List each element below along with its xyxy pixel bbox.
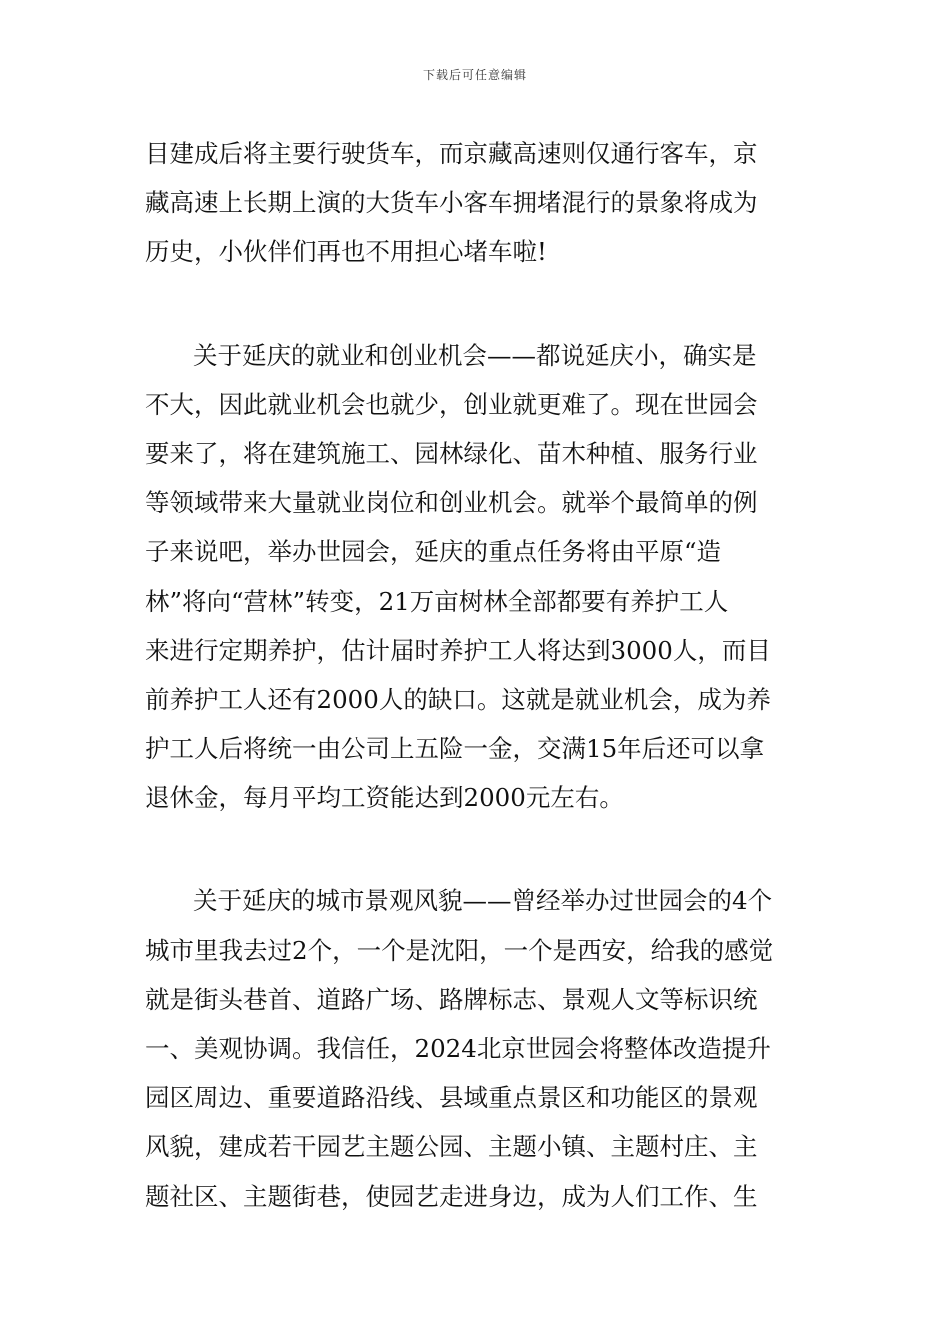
text-line: 来进行定期养护，估计届时养护工人将达到3000人，而目 [145,635,771,665]
text-line: 园区周边、重要道路沿线、县域重点景区和功能区的景观 [145,1083,758,1113]
text-line: 城市里我去过2个，一个是沈阳，一个是西安，给我的感觉 [145,935,774,965]
paragraph-1 [145,129,810,277]
text-line: 目建成后将主要行驶货车，而京藏高速则仅通行客车，京 [145,139,758,168]
paragraph-3 [145,876,810,1220]
text-line: 不大，因此就业机会也就少，创业就更难了。现在世园会 [145,389,758,419]
text-line: 历史，小伙伴们再也不用担心堵车啦! [145,237,547,267]
paragraph-spacer [145,277,810,331]
text-line: 等领域带来大量就业岗位和创业机会。就举个最简单的例 [145,488,758,518]
text-line: 就是街头巷首、道路广场、路牌标志、景观人文等标识统 [145,984,758,1014]
text-line: 藏高速上长期上演的大货车小客车拥堵混行的景象将成为 [145,188,758,218]
text-line: 子来说吧，举办世园会，延庆的重点任务将由平原“造 [145,537,722,567]
page-header: 下载后可任意编辑 [422,68,527,82]
text-line: 一、美观协调。我信任，2024北京世园会将整体改造提升 [145,1034,771,1063]
text-line: 林”将向“营林”转变，21万亩树林全部都要有养护工人 [145,586,729,616]
paragraph-2 [145,331,810,823]
document-body [145,129,810,1221]
text-line: 退休金，每月平均工资能达到2000元左右。 [145,783,624,813]
paragraph-spacer [145,822,810,876]
text-line: 题社区、主题街巷，使园艺走进身边，成为人们工作、生 [145,1181,758,1211]
text-line: 关于延庆的城市景观风貌——曾经举办过世园会的4个 [193,886,773,916]
text-line: 关于延庆的就业和创业机会——都说延庆小，确实是 [193,340,757,370]
text-line: 护工人后将统一由公司上五险一金，交满15年后还可以拿 [145,734,765,764]
text-line: 风貌，建成若干园艺主题公园、主题小镇、主题村庄、主 [145,1132,758,1162]
text-line: 前养护工人还有2000人的缺口。这就是就业机会，成为养 [145,684,771,714]
text-line: 要来了，将在建筑施工、园林绿化、苗木种植、服务行业 [145,438,758,468]
